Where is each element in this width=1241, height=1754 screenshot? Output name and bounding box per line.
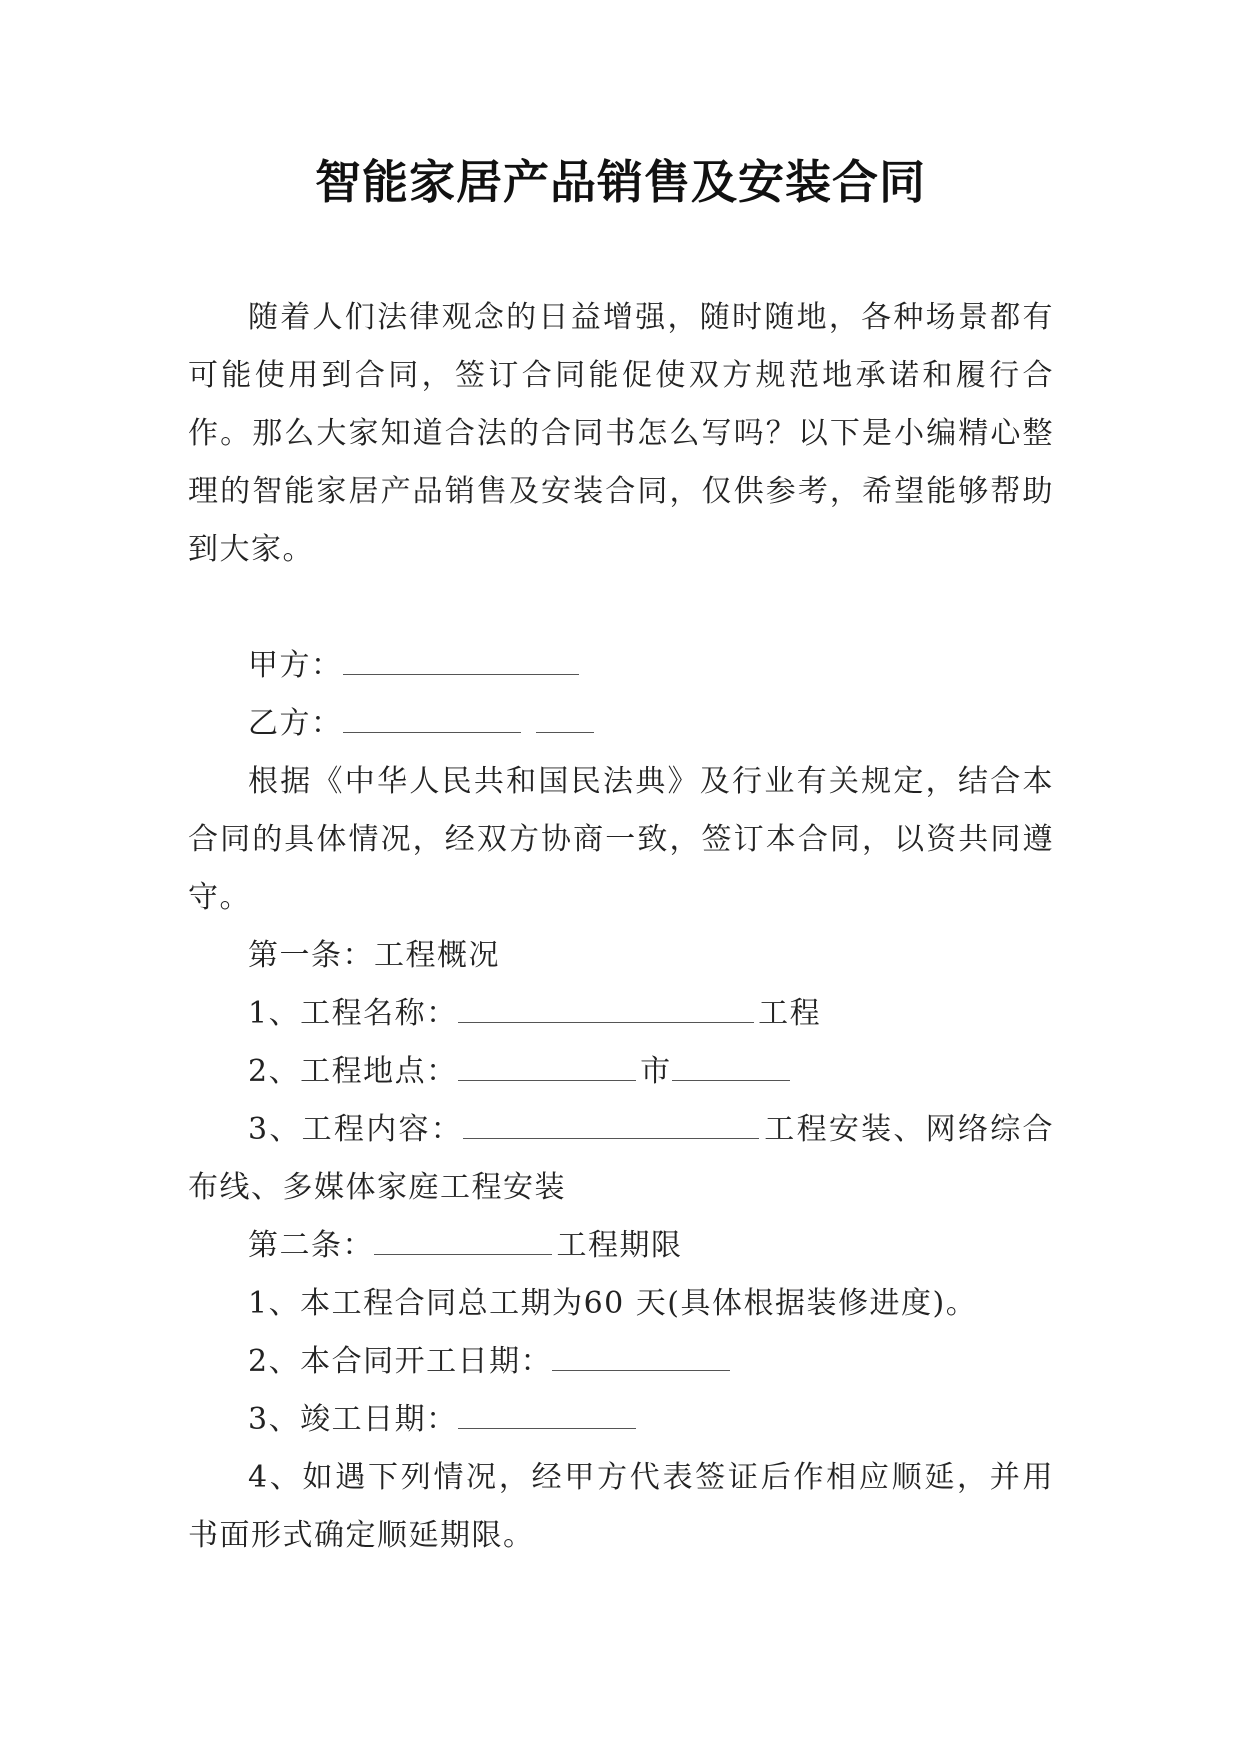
article2-item1: 1、本工程合同总工期为60 天(具体根据装修进度)。 — [248, 1286, 978, 1321]
party-a-label: 甲方： — [248, 648, 343, 683]
project-content-blank — [463, 1110, 759, 1140]
start-date-blank — [552, 1342, 730, 1372]
article2-item3-label: 3、竣工日期： — [248, 1402, 458, 1437]
article2-heading-prefix: 第二条： — [248, 1228, 374, 1263]
party-b-label: 乙方： — [248, 706, 343, 741]
project-location-blank — [458, 1052, 636, 1082]
party-a-blank — [343, 646, 579, 676]
article2-heading-blank — [374, 1226, 552, 1256]
article1-item1-suffix: 工程 — [758, 996, 822, 1031]
section-spacer — [188, 579, 1054, 637]
article1-item1-label: 1、工程名称： — [248, 996, 458, 1031]
party-b-blank — [343, 704, 521, 734]
project-name-blank — [458, 994, 754, 1024]
completion-date-blank — [458, 1400, 636, 1430]
article1-heading: 第一条：工程概况 — [248, 938, 500, 973]
article1-item1 — [188, 985, 1054, 1043]
article2-item4: 4、如遇下列情况，经甲方代表签证后作相应顺延，并用书面形式确定顺延期限。 — [188, 1460, 1054, 1553]
article2-item2-label: 2、本合同开工日期： — [248, 1344, 553, 1379]
article1-item2 — [188, 1043, 1054, 1101]
article1-item3 — [188, 1101, 1054, 1217]
article1-item2-mid: 市 — [640, 1054, 672, 1089]
party-b-blank-extra — [536, 704, 594, 734]
article1-item3-label: 3、工程内容： — [248, 1112, 464, 1147]
article2-item3 — [188, 1391, 1054, 1449]
document-title: 智能家居产品销售及安装合同 — [315, 155, 926, 209]
article2-heading — [188, 1217, 1054, 1275]
party-a-line — [188, 637, 1054, 695]
article1-item2-label: 2、工程地点： — [248, 1054, 458, 1089]
party-b-line — [188, 695, 1054, 753]
intro-paragraph: 随着人们法律观念的日益增强，随时随地，各种场景都有可能使用到合同，签订合同能促使双方规范地承诺和履行合作。那么大家知道合法的合同书怎么写吗？以下是小编精心整理的智能家居产品销售及安装合同，仅供参考，希望能够帮助到大家。 — [188, 300, 1054, 567]
document-body — [188, 289, 1054, 1565]
article2-item2 — [188, 1333, 1054, 1391]
article1-item3-suffix: 工程安装、网络综合布线、多媒体家庭工程安装 — [188, 1112, 1054, 1205]
project-city-blank — [672, 1052, 790, 1082]
article2-heading-suffix: 工程期限 — [556, 1228, 683, 1263]
basis-paragraph: 根据《中华人民共和国民法典》及行业有关规定，结合本合同的具体情况，经双方协商一致，签订本合同，以资共同遵守。 — [188, 764, 1054, 915]
